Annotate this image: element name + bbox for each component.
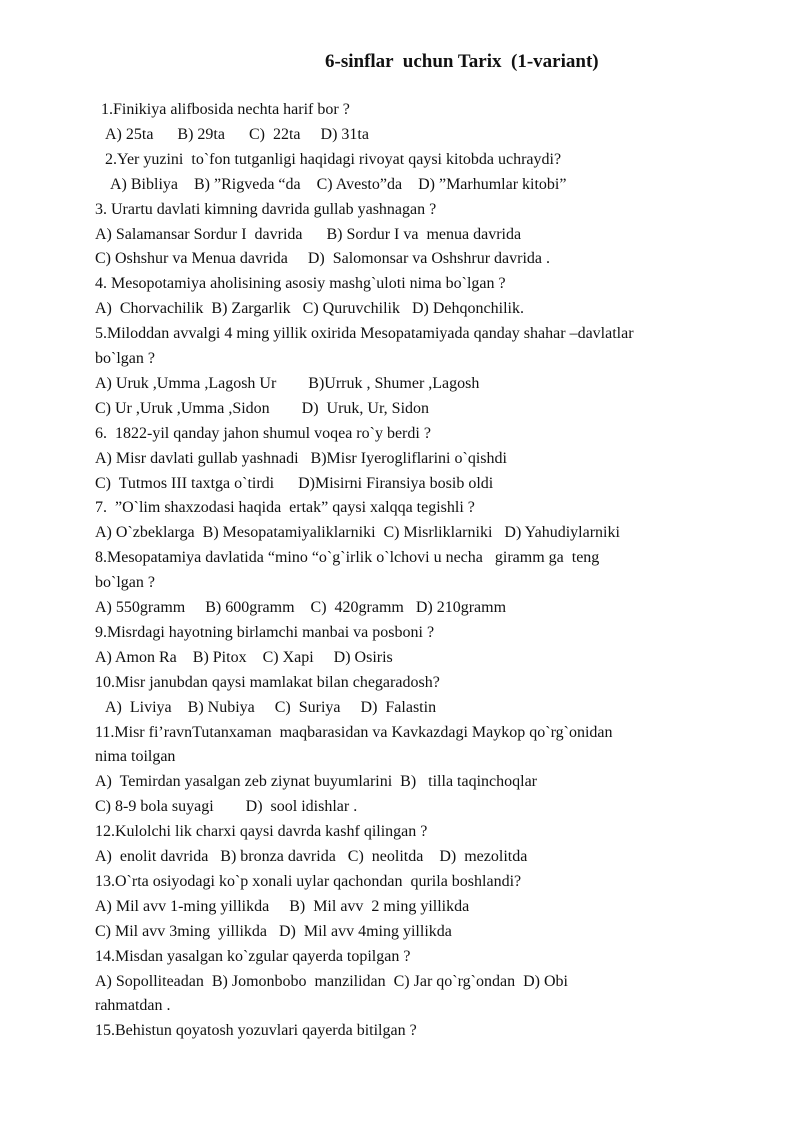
document-line: 4. Mesopotamiya aholisining asosiy mashg`uloti nima bo`lgan ? — [95, 275, 506, 293]
document-line: 12.Kulolchi lik charxi qaysi davrda kashf qilingan ? — [95, 823, 428, 841]
document-line: C) Oshshur va Menua davrida D) Salomonsar va Oshshrur davrida . — [95, 250, 551, 268]
document-line: 5.Miloddan avvalgi 4 ming yillik oxirida Mesopatamiyada qanday shahar –davlatlar — [95, 325, 634, 343]
document-line: bo`lgan ? — [95, 350, 155, 367]
document-line: 10.Misr janubdan qaysi mamlakat bilan chegaradosh? — [95, 673, 440, 691]
page-title: 6-sinflar uchun Tarix (1-variant) — [325, 51, 599, 72]
document-line: 11.Misr fi’ravnTutanxaman maqbarasidan va Kavkazdagi Maykop qo`rg`onidan — [95, 723, 613, 741]
document-line: A) 550gramm B) 600gramm C) 420gramm D) 210gramm — [95, 599, 507, 616]
document-line: A) Salamansar Sordur I davrida B) Sordur I va menua davrida — [95, 225, 522, 243]
document-line: 13.O`rta osiyodagi ko`p xonali uylar qachondan qurila boshlandi? — [95, 872, 522, 890]
document-line: A) 25ta B) 29ta C) 22ta D) 31ta — [105, 125, 369, 143]
document-line: 3. Urartu davlati kimning davrida gullab yashnagan ? — [95, 200, 437, 218]
document-line: 1.Finikiya alifbosida nechta harif bor ? — [101, 101, 350, 118]
document-line: 14.Misdan yasalgan ko`zgular qayerda topilgan ? — [95, 947, 411, 965]
document-line: A) Misr davlati gullab yashnadi B)Misr Iyerogliflarini o`qishdi — [95, 449, 507, 467]
document-line: C) Mil avv 3ming yillikda D) Mil avv 4ming yillikda — [95, 922, 452, 940]
document-line: C) 8-9 bola suyagi D) sool idishlar . — [95, 798, 358, 816]
document-line: 9.Misrdagi hayotning birlamchi manbai va posboni ? — [95, 623, 435, 641]
document-line: bo`lgan ? — [95, 574, 155, 592]
document-line: A) Chorvachilik B) Zargarlik C) Quruvchilik D) Dehqonchilik. — [95, 300, 524, 318]
document-line: A) Sopolliteadan B) Jomonbobo manzilidan C) Jar qo`rg`ondan D) Obi — [95, 972, 568, 990]
document-line: A) Mil avv 1-ming yillikda B) Mil avv 2 ming yillikda — [95, 897, 470, 915]
document-line: 8.Mesopatamiya davlatida “mino “o`g`irlik o`lchovi u necha giramm ga teng — [95, 549, 600, 567]
document-line: A) Temirdan yasalgan zeb ziynat buyumlarini B) tilla taqinchoqlar — [95, 773, 538, 791]
document-line: C) Tutmos III taxtga o`tirdi D)Misirni Firansiya bosib oldi — [95, 474, 494, 492]
document-line: 7. ”O`lim shaxzodasi haqida ertak” qaysi xalqqa tegishli ? — [95, 499, 475, 517]
document-line: 2.Yer yuzini to`fon tutganligi haqidagi rivoyat qaysi kitobda uchraydi? — [105, 150, 562, 168]
document-line: A) Amon Ra B) Pitox C) Xapi D) Osiris — [95, 648, 393, 666]
document-line: rahmatdan . — [95, 997, 171, 1015]
document-line: 6. 1822-yil qanday jahon shumul voqea ro`y berdi ? — [95, 424, 431, 442]
document-line: A) Liviya B) Nubiya C) Suriya D) Falastin — [105, 698, 437, 716]
document-line: C) Ur ,Uruk ,Umma ,Sidon D) Uruk, Ur, Sidon — [95, 399, 430, 417]
document-line: nima toilgan — [95, 748, 176, 766]
document-line: A) enolit davrida B) bronza davrida C) neolitda D) mezolitda — [95, 848, 528, 865]
document-line: A) O`zbeklarga B) Mesopatamiyaliklarniki C) Misrliklarniki D) Yahudiylarniki — [95, 524, 620, 542]
document-line: A) Uruk ,Umma ,Lagosh Ur B)Urruk , Shumer ,Lagosh — [95, 374, 480, 392]
document-line: 15.Behistun qoyatosh yozuvlari qayerda bitilgan ? — [95, 1022, 417, 1040]
document-line: A) Bibliya B) ”Rigveda “da C) Avesto”da D) ”Marhumlar kitobi” — [110, 175, 567, 193]
